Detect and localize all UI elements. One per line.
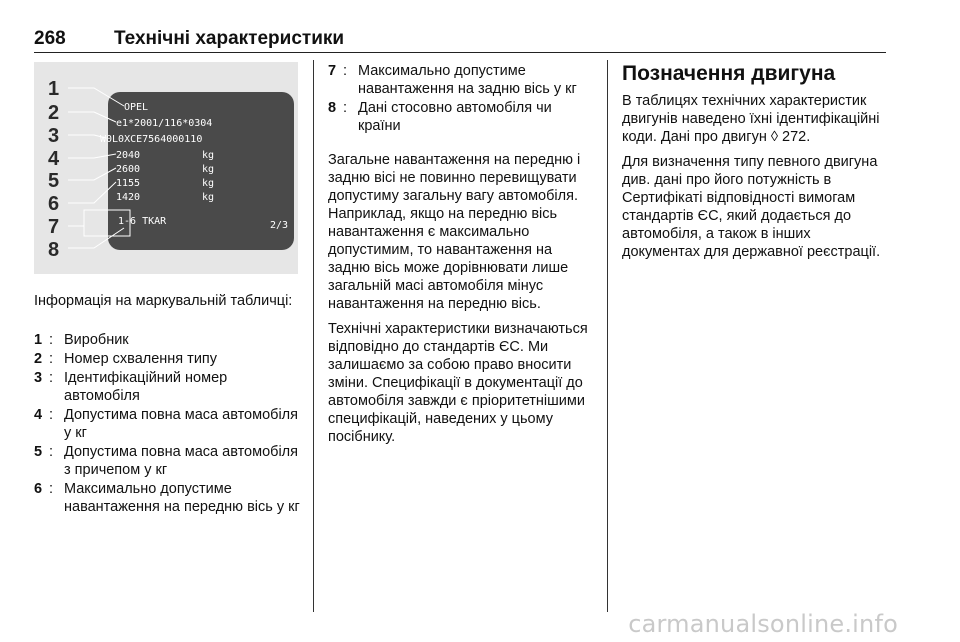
legend-number: 3	[34, 370, 43, 386]
legend-item: 3 : Ідентифікаційний номер автомобіля	[34, 370, 228, 404]
plate-weight-rear: 1420	[116, 192, 141, 203]
legend-text: Номер схвалення типу	[64, 351, 218, 367]
column-3	[622, 62, 888, 268]
column-divider	[607, 60, 608, 612]
page-header	[34, 22, 886, 53]
legend-text: Максимально допустиме навантаження на передню вісь у кг	[64, 481, 300, 515]
column-divider	[313, 60, 314, 612]
plate-legend-list	[34, 331, 300, 517]
column-2	[328, 62, 594, 453]
axle-load-paragraph: Загальне навантаження на передню і задню вісі не повинно перевищувати допустиму загальну вагу автомобіля. Наприклад, якщо на передню вісь навантаження є максимально допустимим, то навантаження на задню вісь може дорівнювати лише загальній масі автомобіля мінус навантаження на передню вісь.	[328, 152, 581, 312]
plate-weight-trailer: 2600	[116, 164, 141, 175]
engine-codes-paragraph: В таблицях технічних характеристик двигунів наведено їхні ідентифікаційні коди. Дані про двигун ◊ 272.	[622, 93, 880, 145]
watermark: carmanualsonline.info	[628, 610, 898, 638]
legend-text: Виробник	[64, 332, 129, 348]
legend-number: 1	[34, 332, 43, 348]
plate-intro-text: Інформація на маркувальній табличці:	[34, 293, 293, 309]
plate-unit: kg	[202, 150, 215, 161]
legend-item: 5 : Допустима повна маса автомобіля з причепом у кг	[34, 444, 298, 478]
engine-type-paragraph: Для визначення типу певного двигуна див. дані про його потужність в Сертифікаті відповідності вимогам стандартів ЄС, який додається до автомобіля, а також в інших документах для державної реєстрації.	[622, 154, 881, 260]
legend-number: 7	[328, 63, 337, 79]
identification-plate-figure	[34, 62, 298, 274]
legend-number: 5	[34, 444, 43, 460]
callout-3: 3	[48, 125, 60, 147]
legend-item: 2 : Номер схвалення типу	[34, 351, 218, 367]
callout-2: 2	[48, 102, 60, 124]
legend-number: 6	[34, 481, 43, 497]
legend-text: Дані стосовно автомобіля чи країни	[358, 100, 552, 134]
specifications-paragraph: Технічні характеристики визначаються відповідно до стандартів ЄС. Ми залишаємо за собою право вносити зміни. Специфікації в документації до автомобіля завжди є пріоритетнішими специфікацій, наведених у цьому посібнику.	[328, 321, 588, 445]
legend-item: 7 : Максимально допустиме навантаження на задню вісь у кг	[328, 63, 577, 97]
plate-illustration	[34, 62, 298, 274]
legend-number: 8	[328, 100, 337, 116]
plate-unit: kg	[202, 192, 215, 203]
callout-5: 5	[48, 170, 60, 192]
legend-number: 4	[34, 407, 43, 423]
callout-1: 1	[48, 78, 60, 100]
legend-text: Ідентифікаційний номер автомобіля	[64, 370, 228, 404]
callout-4: 4	[48, 148, 60, 170]
legend-number: 2	[34, 351, 43, 367]
page-title: Технічні характеристики	[114, 28, 345, 49]
plate-maker: OPEL	[124, 102, 149, 113]
legend-item: 4 : Допустима повна маса автомобіля у кг	[34, 407, 298, 441]
plate-approval: e1*2001/116*0304	[116, 118, 213, 129]
plate-side-code: 2/3	[270, 220, 289, 231]
plate-weight-total: 2040	[116, 150, 141, 161]
legend-item: 8 : Дані стосовно автомобіля чи країни	[328, 100, 552, 134]
legend-item: 6 : Максимально допустиме навантаження на передню вісь у кг	[34, 481, 300, 515]
callout-7: 7	[48, 216, 60, 238]
plate-unit: kg	[202, 164, 215, 175]
section-heading: Позначення двигуна	[622, 62, 836, 85]
plate-legend-list-continued	[328, 62, 594, 135]
legend-text: Допустима повна маса автомобіля з причепом у кг	[64, 444, 298, 478]
legend-text: Допустима повна маса автомобіля у кг	[64, 407, 298, 441]
callout-8: 8	[48, 239, 60, 261]
legend-item: 1 : Виробник	[34, 332, 129, 348]
plate-weight-front: 1155	[116, 178, 141, 189]
page-number: 268	[34, 28, 66, 49]
plate-unit: kg	[202, 178, 215, 189]
legend-text: Максимально допустиме навантаження на задню вісь у кг	[358, 63, 577, 97]
plate-vin: W0L0XCE7564000110	[100, 134, 203, 145]
callout-6: 6	[48, 193, 60, 215]
plate-bottom-code: 1-6 TKAR	[118, 216, 167, 227]
